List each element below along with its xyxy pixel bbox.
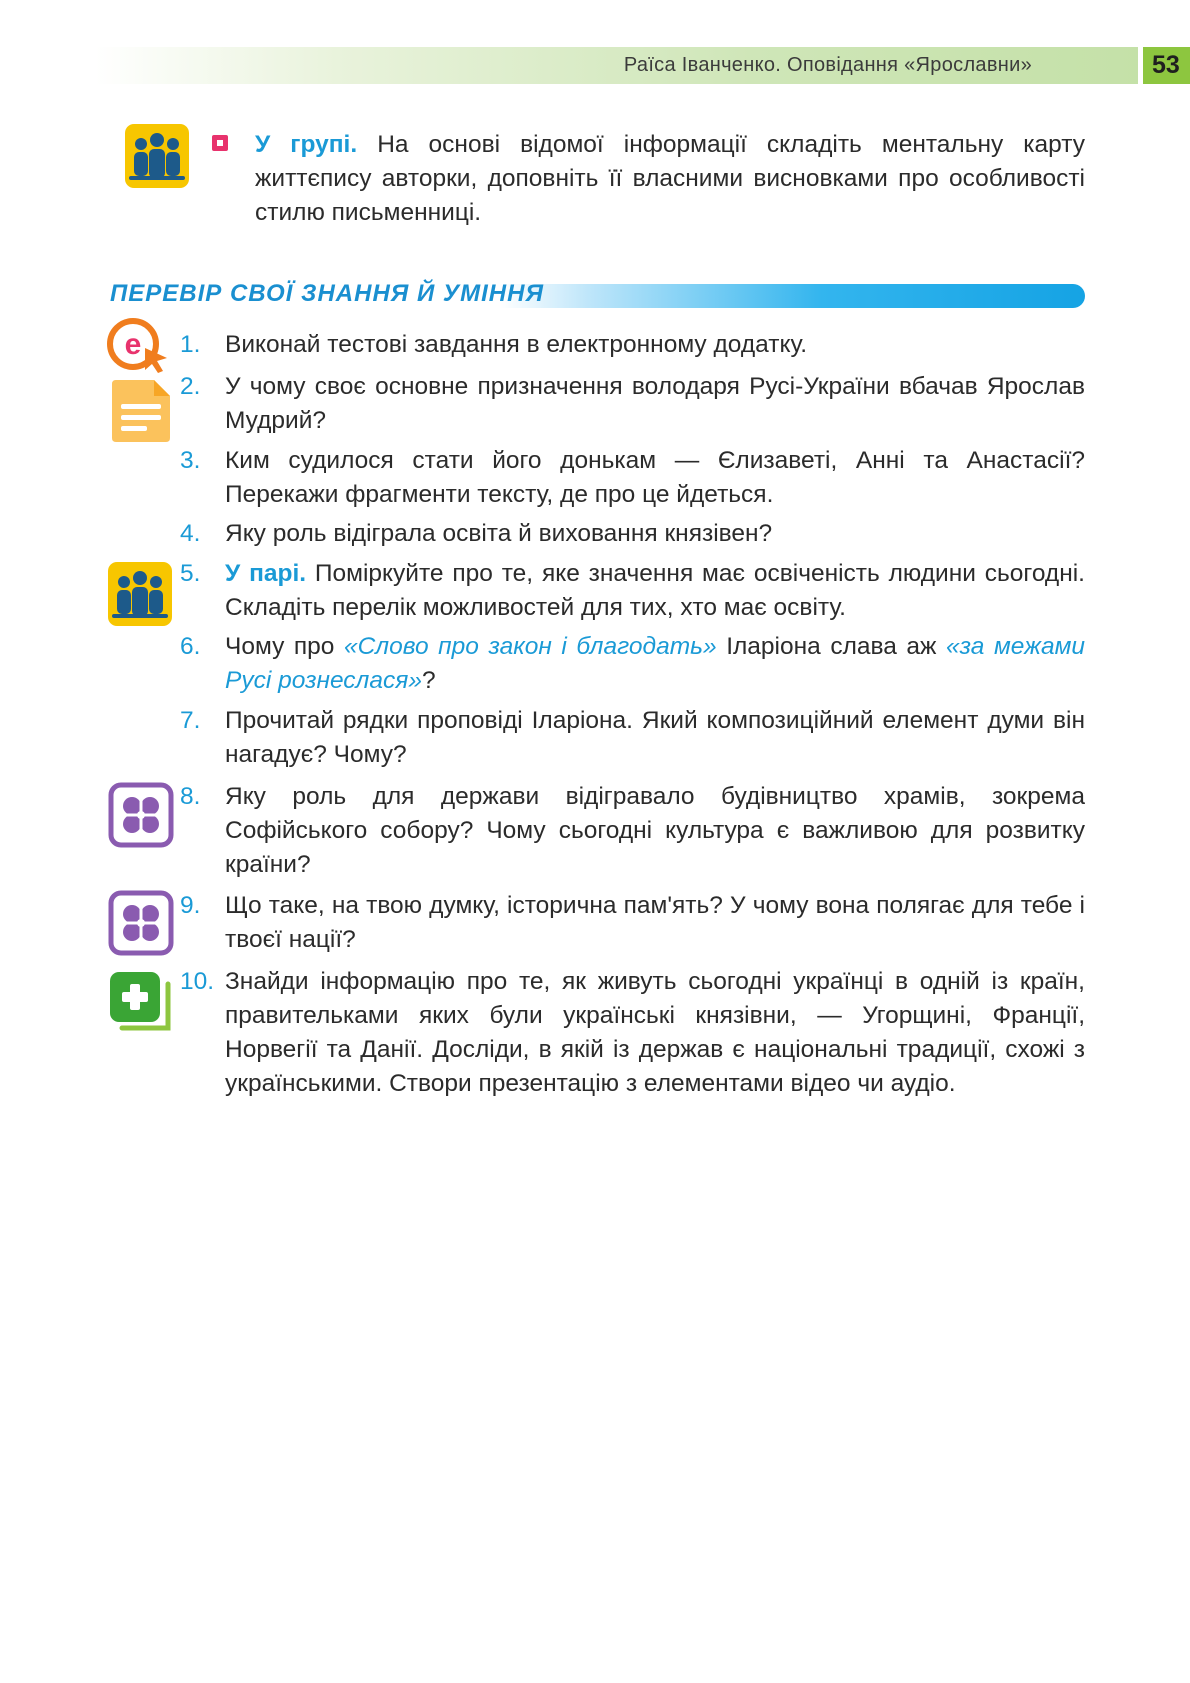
question-number: 4. xyxy=(180,520,201,547)
question-text: Виконай тестові завдання в електронному додатку. xyxy=(225,331,808,358)
question-number: 2. xyxy=(180,373,201,400)
question-item xyxy=(180,780,1085,882)
question-text: Прочитай рядки проповіді Іларіона. Який композиційний елемент думи він нагадує? Чому? xyxy=(225,707,1085,768)
group-task-label: У групі. xyxy=(255,131,358,158)
brain-puzzle-icon xyxy=(108,890,174,956)
question-item xyxy=(180,965,1085,1101)
header-title: Раїса Іванченко. Оповідання «Ярославни» xyxy=(623,54,1032,76)
question-text xyxy=(225,557,1085,625)
question-text: Знайди інформацію про те, як живуть сьогодні українці в одній із країн, правительками яких були українські князівни, — Угорщині, Франції, Норвегії та Данії. Досліди, в якій із держав є національні традиції, схожі з українськими. Створи презентацію з елементами відео чи аудіо. xyxy=(225,968,1085,1097)
section-heading-bar xyxy=(500,284,1085,308)
question-text: Яку роль відіграла освіта й виховання князівен? xyxy=(225,520,773,547)
question-text-part: ? xyxy=(421,667,436,694)
pair-task-label: У парі. xyxy=(225,560,307,587)
question-text xyxy=(225,630,1085,698)
question-text: У чому своє основне призначення володаря Русі-України вбачав Ярослав Мудрий? xyxy=(225,373,1085,434)
question-item xyxy=(180,889,1085,957)
running-header xyxy=(95,47,1190,84)
question-item xyxy=(180,370,1085,438)
question-number: 3. xyxy=(180,447,201,474)
document-icon xyxy=(110,378,172,444)
pair-task-text: Поміркуйте про те, яке значення має освіченість людини сьогодні. Складіть перелік можливостей для тих, хто має освіту. xyxy=(225,560,1085,621)
question-item xyxy=(180,630,1085,698)
group-task-text: На основі відомої інформації складіть ментальну карту життєпису авторки, доповніть її власними висновками про особливості стилю письменниці. xyxy=(255,131,1086,226)
question-number: 10. xyxy=(180,968,215,995)
section-heading: ПЕРЕВІР СВОЇ ЗНАННЯ Й УМІННЯ xyxy=(110,280,544,307)
question-item xyxy=(180,444,1085,512)
question-text-part: Іларіона слава аж xyxy=(716,633,947,660)
question-number: 5. xyxy=(180,560,201,587)
question-number: 6. xyxy=(180,633,201,660)
project-plus-icon xyxy=(108,970,174,1036)
question-item xyxy=(180,557,1085,625)
question-number: 7. xyxy=(180,707,201,734)
page-number-tab xyxy=(1138,47,1190,84)
quote-title: «Слово про закон і благодать» xyxy=(343,633,717,660)
group-task-paragraph xyxy=(255,128,1085,230)
question-text: Що таке, на твою думку, історична пам'ять? У чому вона полягає для тебе і твоєї нації? xyxy=(225,892,1085,953)
e-test-icon xyxy=(107,318,169,374)
svg-text:e: e xyxy=(124,328,142,361)
page-number: 53 xyxy=(1152,51,1180,79)
brain-puzzle-icon xyxy=(108,782,174,848)
question-number: 8. xyxy=(180,783,201,810)
question-text: Ким судилося стати його донькам — Єлизаветі, Анні та Анастасії? Перекажи фрагменти тексту, де про це йдеться. xyxy=(225,447,1085,508)
question-number: 1. xyxy=(180,331,201,358)
question-item xyxy=(180,328,1085,362)
quote-phrase: «за межами Русі рознеслася» xyxy=(225,633,1085,694)
question-number: 9. xyxy=(180,892,201,919)
pink-square-bullet-icon xyxy=(212,135,228,151)
people-group-icon xyxy=(125,124,189,188)
people-group-icon xyxy=(108,562,172,626)
question-item xyxy=(180,517,1085,551)
question-item xyxy=(180,704,1085,772)
question-text: Яку роль для держави відігравало будівництво храмів, зокрема Софійського собору? Чому сьогодні культура є важливою для розвитку країни? xyxy=(225,783,1085,878)
question-text-part: Чому про xyxy=(225,633,344,660)
